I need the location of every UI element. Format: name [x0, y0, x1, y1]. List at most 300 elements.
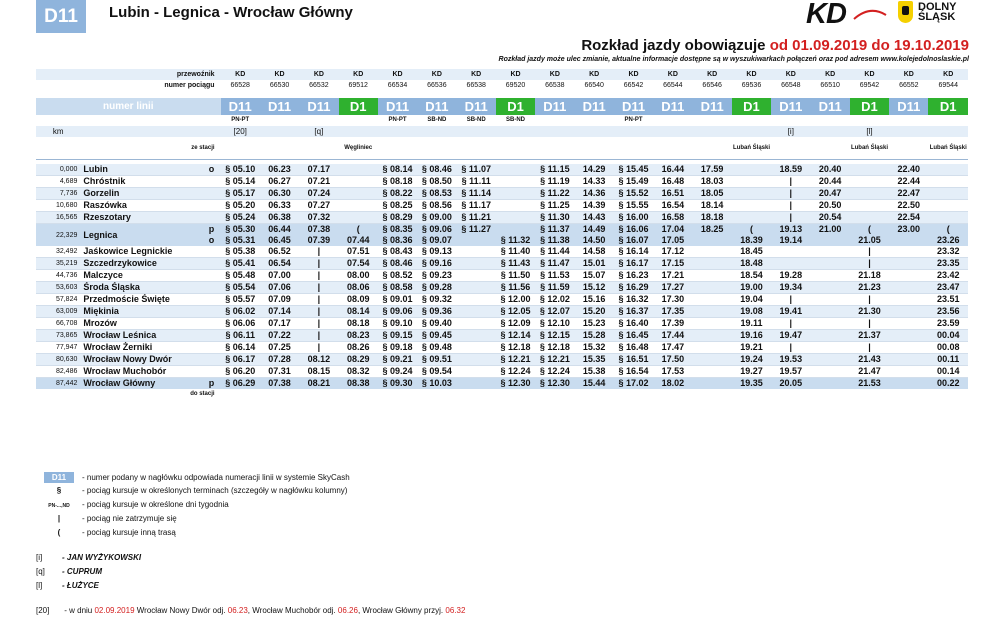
time-cell: 20.54	[810, 212, 849, 224]
time-cell: 19.34	[771, 282, 810, 294]
time-cell: § 16.40	[614, 318, 653, 330]
origin-cell	[457, 137, 496, 160]
days-cell	[850, 115, 889, 126]
origin-cell	[693, 137, 732, 160]
time-cell: |	[299, 246, 338, 258]
carrier-cell: KD	[850, 69, 889, 80]
time-cell: 20.50	[810, 200, 849, 212]
km-cell: 10,680	[36, 200, 80, 212]
note-cell	[417, 126, 456, 137]
time-cell	[693, 270, 732, 282]
train-number-cell: 66542	[614, 80, 653, 91]
time-cell: 19.41	[771, 306, 810, 318]
time-cell	[850, 164, 889, 176]
blank	[80, 126, 220, 137]
destination-cell	[693, 389, 732, 400]
legend-text: - CUPRUM	[62, 567, 102, 576]
train-number-cell: 66540	[575, 80, 614, 91]
legend-text: , Wrocław Muchobór odj.	[247, 606, 336, 615]
destination-cell	[810, 389, 849, 400]
time-cell: 08.26	[339, 342, 378, 354]
note-cell	[260, 126, 299, 137]
time-cell: § 12.30	[496, 378, 535, 390]
time-cell: 06.44	[260, 224, 299, 236]
time-cell	[457, 270, 496, 282]
time-cell	[457, 246, 496, 258]
time-cell: 23.47	[928, 282, 968, 294]
legend-text: - pociąg kursuje w określonych terminach (szczegóły w nagłówku kolumny)	[82, 486, 348, 495]
time-cell: § 16.32	[614, 294, 653, 306]
origin-cell	[221, 137, 260, 160]
time-cell: |	[850, 342, 889, 354]
time-cell	[496, 176, 535, 188]
arr-dep-mark	[202, 294, 220, 306]
time-cell: § 09.01	[378, 294, 417, 306]
time-cell: § 09.28	[417, 282, 456, 294]
time-cell	[732, 212, 771, 224]
time-cell	[889, 378, 928, 390]
legend-time: 06.23	[227, 606, 248, 615]
carrier-cell: KD	[771, 69, 810, 80]
time-cell: |	[299, 342, 338, 354]
time-cell: |	[850, 258, 889, 270]
time-cell: 19.13	[771, 224, 810, 236]
time-cell	[457, 378, 496, 390]
time-cell: § 08.52	[378, 270, 417, 282]
time-cell: § 15.45	[614, 164, 653, 176]
station-row	[36, 164, 968, 176]
time-cell: 19.47	[771, 330, 810, 342]
legend-note-l	[36, 581, 99, 590]
origin-cell: Węgliniec	[339, 137, 378, 160]
destination-cell	[535, 389, 574, 400]
line-badge-cell: D11	[653, 98, 692, 116]
station-row	[36, 200, 968, 212]
time-cell: 21.37	[850, 330, 889, 342]
days-cell	[810, 115, 849, 126]
time-cell: 14.39	[575, 200, 614, 212]
carrier-cell: KD	[575, 69, 614, 80]
legend-text: - w dniu	[64, 606, 93, 615]
time-cell	[850, 212, 889, 224]
time-cell: § 05.54	[221, 282, 260, 294]
time-cell: § 16.54	[614, 366, 653, 378]
destination-cell	[496, 389, 535, 400]
region-logo-line1: DOLNY	[918, 1, 957, 13]
time-cell: 15.07	[575, 270, 614, 282]
validity-heading	[581, 37, 969, 54]
time-cell: § 09.24	[378, 366, 417, 378]
time-cell	[889, 366, 928, 378]
time-cell: § 11.40	[496, 246, 535, 258]
line-badge-cell: D1	[928, 98, 968, 116]
time-cell	[889, 282, 928, 294]
note-cell	[339, 126, 378, 137]
time-cell: 21.00	[810, 224, 849, 236]
legend-line-number	[36, 472, 350, 483]
station-row	[36, 342, 968, 354]
time-cell	[810, 246, 849, 258]
days-cell: SB-ND	[496, 115, 535, 126]
time-cell: 07.06	[260, 282, 299, 294]
time-cell: § 11.17	[457, 200, 496, 212]
time-cell: 07.17	[299, 164, 338, 176]
kd-logo: KD	[806, 0, 846, 30]
origin-cell	[535, 137, 574, 160]
time-cell: 15.28	[575, 330, 614, 342]
carrier-cell: KD	[339, 69, 378, 80]
time-cell: 17.21	[653, 270, 692, 282]
time-cell	[457, 258, 496, 270]
validity-prefix: Rozkład jazdy obowiązuje	[581, 37, 766, 54]
time-cell: § 06.02	[221, 306, 260, 318]
train-number-cell: 66538	[457, 80, 496, 91]
destination-cell	[378, 389, 417, 400]
time-cell: |	[850, 318, 889, 330]
time-cell: 18.25	[693, 224, 732, 236]
time-cell: 07.39	[299, 235, 338, 246]
time-cell	[732, 176, 771, 188]
line-badge-cell: D11	[575, 98, 614, 116]
days-cell	[535, 115, 574, 126]
time-cell	[850, 200, 889, 212]
time-cell: 15.23	[575, 318, 614, 330]
time-cell	[457, 354, 496, 366]
time-cell: § 09.32	[417, 294, 456, 306]
time-cell: 08.21	[299, 378, 338, 390]
carrier-cell: KD	[457, 69, 496, 80]
legend-d11-badge: D11	[44, 472, 74, 483]
time-cell	[496, 224, 535, 236]
days-cell: PN-PT	[378, 115, 417, 126]
disclaimer: Rozkład jazdy może ulec zmianie, aktualne informacje dostępne są w wyszukiwarkach połączeń oraz pod adresem www.kolejedolnoslaskie.pl	[498, 56, 969, 63]
time-cell: § 16.37	[614, 306, 653, 318]
line-badge-cell: D11	[693, 98, 732, 116]
train-number-cell: 69542	[850, 80, 889, 91]
time-cell	[810, 318, 849, 330]
station-name: Legnica	[80, 224, 202, 247]
km-cell: 82,486	[36, 366, 80, 378]
time-cell	[810, 342, 849, 354]
time-cell: § 16.48	[614, 342, 653, 354]
train-number-cell: 69512	[339, 80, 378, 91]
destination-cell	[614, 389, 653, 400]
destination-cell	[260, 389, 299, 400]
origin-cell	[260, 137, 299, 160]
time-cell: § 12.07	[535, 306, 574, 318]
time-cell: |	[850, 246, 889, 258]
carrier-cell: KD	[653, 69, 692, 80]
time-cell	[732, 200, 771, 212]
time-cell: 15.38	[575, 366, 614, 378]
time-cell: 16.44	[653, 164, 692, 176]
time-cell: 20.47	[810, 188, 849, 200]
time-cell: 22.47	[889, 188, 928, 200]
time-cell: 15.16	[575, 294, 614, 306]
time-cell	[339, 176, 378, 188]
time-cell: 16.54	[653, 200, 692, 212]
time-cell: § 05.41	[221, 258, 260, 270]
note-cell: [q]	[299, 126, 338, 137]
time-cell	[771, 258, 810, 270]
time-cell: 21.23	[850, 282, 889, 294]
legend-date: 02.09.2019	[94, 606, 135, 615]
origin-cell	[810, 137, 849, 160]
time-cell: 20.44	[810, 176, 849, 188]
time-cell	[457, 366, 496, 378]
time-cell: § 11.38	[535, 235, 574, 246]
time-cell: § 11.30	[535, 212, 574, 224]
time-cell: |	[299, 330, 338, 342]
note-cell	[614, 126, 653, 137]
time-cell: 19.53	[771, 354, 810, 366]
time-cell: § 08.58	[378, 282, 417, 294]
time-cell: |	[771, 176, 810, 188]
time-cell: 21.47	[850, 366, 889, 378]
time-cell: § 09.13	[417, 246, 456, 258]
time-cell: 07.51	[339, 246, 378, 258]
legend-text: - ŁUŻYCE	[62, 581, 99, 590]
carrier-cell: KD	[260, 69, 299, 80]
note-cell	[378, 126, 417, 137]
time-cell: 23.35	[928, 258, 968, 270]
origin-cell: Lubań Śląski	[850, 137, 889, 160]
blank	[36, 137, 80, 160]
km-cell: 16,565	[36, 212, 80, 224]
time-cell: § 11.22	[535, 188, 574, 200]
legend-note-20	[36, 606, 465, 615]
time-cell: 18.39	[732, 235, 771, 246]
km-cell: 80,630	[36, 354, 80, 366]
time-cell: |	[771, 188, 810, 200]
time-cell: (	[928, 224, 968, 236]
time-cell: 17.47	[653, 342, 692, 354]
time-cell	[457, 330, 496, 342]
km-cell: 32,492	[36, 246, 80, 258]
time-cell: § 05.24	[221, 212, 260, 224]
line-badge-cell: D11	[535, 98, 574, 116]
carrier-cell: KD	[496, 69, 535, 80]
time-cell: § 12.18	[535, 342, 574, 354]
station-row	[36, 318, 968, 330]
train-number-cell: 66544	[653, 80, 692, 91]
time-cell: 19.16	[732, 330, 771, 342]
time-cell: § 11.07	[457, 164, 496, 176]
carrier-row	[36, 69, 968, 80]
time-cell: § 11.21	[457, 212, 496, 224]
destination-cell	[732, 389, 771, 400]
arr-dep-mark	[202, 306, 220, 318]
line-badge-cell: D11	[260, 98, 299, 116]
time-cell: § 16.51	[614, 354, 653, 366]
line-badge-cell: D11	[299, 98, 338, 116]
time-cell: 07.44	[339, 235, 378, 246]
station-row	[36, 378, 968, 390]
time-cell: § 09.54	[417, 366, 456, 378]
station-name: Mrozów	[80, 318, 202, 330]
time-cell: § 11.15	[535, 164, 574, 176]
time-cell	[810, 270, 849, 282]
km-header: km	[36, 126, 80, 137]
carrier-cell: KD	[732, 69, 771, 80]
time-cell	[810, 235, 849, 246]
train-number-cell: 66510	[810, 80, 849, 91]
line-number-label: numer linii	[36, 98, 221, 116]
time-cell	[693, 258, 732, 270]
time-cell: 18.54	[732, 270, 771, 282]
time-cell: 18.02	[653, 378, 692, 390]
time-cell: 18.03	[693, 176, 732, 188]
legend-symbol: §	[56, 486, 62, 495]
legend-text: - numer podany w nagłówku odpowiada numeracji linii w systemie SkyCash	[82, 473, 350, 482]
time-cell	[928, 212, 968, 224]
time-cell: 17.04	[653, 224, 692, 236]
time-cell	[732, 164, 771, 176]
station-row	[36, 258, 968, 270]
days-cell: SB-ND	[417, 115, 456, 126]
time-cell: 08.29	[339, 354, 378, 366]
time-cell: § 06.11	[221, 330, 260, 342]
legend-symbol: [l]	[36, 581, 43, 590]
carrier-cell: KD	[889, 69, 928, 80]
time-cell: 07.32	[299, 212, 338, 224]
time-cell: § 12.05	[496, 306, 535, 318]
station-name: Lubin	[80, 164, 202, 176]
station-row	[36, 246, 968, 258]
line-badge-cell: D11	[889, 98, 928, 116]
station-row	[36, 188, 968, 200]
time-cell	[889, 306, 928, 318]
line-badge-cell: D11	[771, 98, 810, 116]
legend-symbol: [20]	[36, 606, 50, 615]
origin-cell	[378, 137, 417, 160]
train-number-cell: 66548	[771, 80, 810, 91]
time-cell: § 16.23	[614, 270, 653, 282]
time-cell: 07.24	[299, 188, 338, 200]
time-cell	[928, 164, 968, 176]
time-cell: 23.00	[889, 224, 928, 236]
km-cell: 73,865	[36, 330, 80, 342]
destination-cell	[417, 389, 456, 400]
time-cell: § 17.02	[614, 378, 653, 390]
time-cell: 15.44	[575, 378, 614, 390]
origin-cell	[889, 137, 928, 160]
arr-dep-mark	[202, 318, 220, 330]
time-cell: § 12.10	[535, 318, 574, 330]
time-cell: 08.38	[339, 378, 378, 390]
time-cell	[928, 188, 968, 200]
time-cell: 08.32	[339, 366, 378, 378]
legend-text: - JAN WYŻYKOWSKI	[62, 553, 142, 562]
time-cell	[693, 306, 732, 318]
station-name: Szczedrzykowice	[80, 258, 202, 270]
time-cell	[810, 354, 849, 366]
time-cell: |	[299, 282, 338, 294]
km-cell: 63,009	[36, 306, 80, 318]
note-cell	[732, 126, 771, 137]
time-cell: 06.33	[260, 200, 299, 212]
time-cell: (	[339, 224, 378, 236]
time-cell: |	[299, 258, 338, 270]
origin-cell	[575, 137, 614, 160]
time-cell: § 05.38	[221, 246, 260, 258]
time-cell: 17.39	[653, 318, 692, 330]
destination-cell	[771, 389, 810, 400]
station-row	[36, 294, 968, 306]
arr-dep-mark	[202, 270, 220, 282]
time-cell: § 08.56	[417, 200, 456, 212]
time-cell: 16.58	[653, 212, 692, 224]
carrier-cell: KD	[693, 69, 732, 80]
time-cell	[889, 235, 928, 246]
legend-symbol: |	[57, 514, 61, 523]
time-cell: § 11.14	[457, 188, 496, 200]
train-number-cell: 66534	[378, 80, 417, 91]
train-number-cell: 69520	[496, 80, 535, 91]
time-cell	[889, 354, 928, 366]
train-number-row	[36, 80, 968, 91]
time-cell: § 15.55	[614, 200, 653, 212]
days-cell	[575, 115, 614, 126]
carrier-cell: KD	[378, 69, 417, 80]
kd-swoosh-icon	[852, 7, 888, 23]
arr-dep-mark	[202, 282, 220, 294]
note-cell	[889, 126, 928, 137]
station-row	[36, 212, 968, 224]
time-cell	[810, 378, 849, 390]
station-row	[36, 176, 968, 188]
time-cell: 19.00	[732, 282, 771, 294]
station-row	[36, 330, 968, 342]
days-cell	[260, 115, 299, 126]
arr-dep-mark	[202, 188, 220, 200]
time-cell: 20.05	[771, 378, 810, 390]
time-cell: 16.51	[653, 188, 692, 200]
time-cell: § 08.46	[378, 258, 417, 270]
time-cell: 07.21	[299, 176, 338, 188]
time-cell: 07.17	[260, 318, 299, 330]
time-cell: § 11.25	[535, 200, 574, 212]
legend-note-q	[36, 567, 102, 576]
notes-row	[36, 126, 968, 137]
time-cell: § 11.32	[496, 235, 535, 246]
time-cell: 07.54	[339, 258, 378, 270]
time-cell: 22.40	[889, 164, 928, 176]
time-cell: § 12.09	[496, 318, 535, 330]
destination-cell	[928, 389, 968, 400]
legend-no-stop	[36, 514, 177, 523]
time-cell: § 08.36	[378, 235, 417, 246]
legend-text: - pociąg nie zatrzymuje się	[82, 514, 177, 523]
station-name: Wrocław Główny	[80, 378, 202, 390]
arrival-mark: p	[202, 224, 220, 236]
time-cell: § 09.16	[417, 258, 456, 270]
line-badge-cell: D11	[810, 98, 849, 116]
time-cell	[693, 318, 732, 330]
time-cell: § 09.06	[417, 224, 456, 236]
time-cell: 18.05	[693, 188, 732, 200]
time-cell: 00.22	[928, 378, 968, 390]
station-name: Raszówka	[80, 200, 202, 212]
time-cell	[889, 330, 928, 342]
time-cell: |	[771, 294, 810, 306]
train-number-cell: 66528	[221, 80, 260, 91]
time-cell: 22.44	[889, 176, 928, 188]
destination-cell	[221, 389, 260, 400]
days-row	[36, 115, 968, 126]
arr-dep-mark	[202, 200, 220, 212]
time-cell: |	[299, 270, 338, 282]
